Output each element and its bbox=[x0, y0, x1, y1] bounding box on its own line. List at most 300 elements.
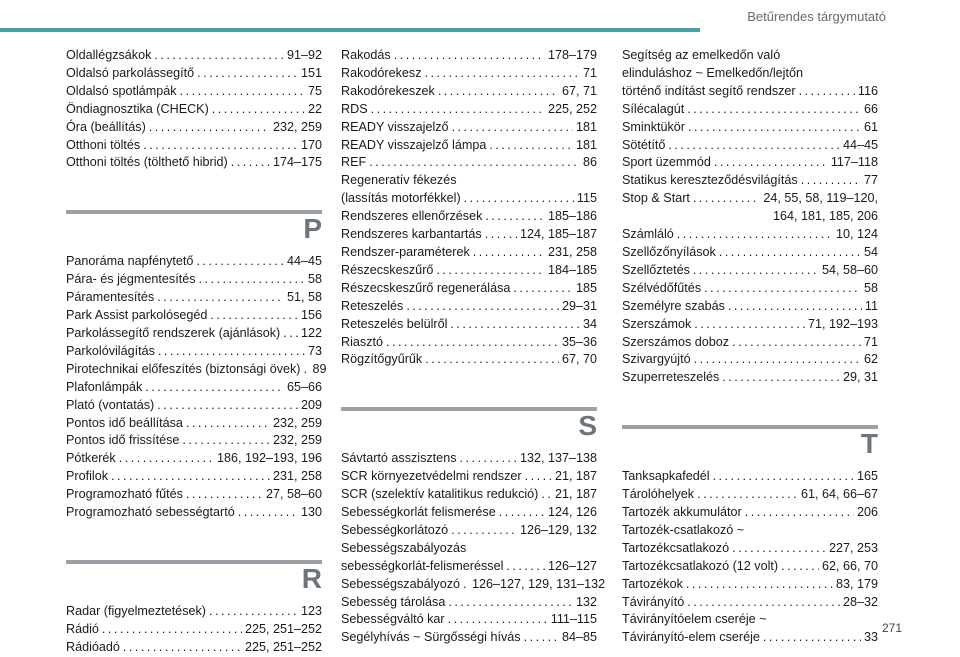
index-entry-term: Statikus kereszteződésvilágítás bbox=[622, 173, 798, 188]
section-divider bbox=[66, 560, 322, 564]
leader-dots bbox=[485, 208, 545, 226]
index-entry-pages: 58 bbox=[863, 280, 878, 295]
index-entry-term: Oldalsó spotlámpák bbox=[66, 83, 177, 98]
index-entry-term-line: elinduláshoz ~ Emelkedőn/lejtőn bbox=[622, 65, 803, 80]
index-entry-line bbox=[622, 558, 878, 576]
index-entry-line bbox=[66, 486, 322, 504]
index-entry-term: Tartozékok bbox=[622, 576, 683, 591]
index-entry-line bbox=[341, 244, 597, 262]
index-entry-term: Szerszámos doboz bbox=[622, 334, 730, 349]
index-entry-line bbox=[622, 629, 878, 647]
index-entry-pages: 181 bbox=[575, 137, 597, 152]
leader-dots bbox=[704, 280, 861, 298]
index-entry bbox=[622, 280, 878, 298]
index-entry-term: Tartozékcsatlakozó bbox=[622, 540, 730, 555]
index-entry-pages: 10, 124 bbox=[835, 227, 878, 242]
index-entry-pages: 71, 192–193 bbox=[807, 316, 878, 331]
leader-dots bbox=[199, 271, 305, 289]
index-entry bbox=[66, 307, 322, 325]
index-entry-line bbox=[66, 343, 322, 361]
leader-dots bbox=[186, 486, 263, 504]
leader-dots bbox=[231, 154, 270, 172]
index-entry bbox=[341, 244, 597, 262]
index-entry-term: Riasztó bbox=[341, 334, 383, 349]
index-entry-term: Tanksapkafedél bbox=[622, 469, 710, 484]
index-entry-term: SCR (szelektív katalitikus redukció) bbox=[341, 487, 539, 502]
index-entry-pages: 206 bbox=[856, 505, 878, 520]
index-entry-line bbox=[341, 280, 597, 298]
index-entry bbox=[622, 154, 878, 172]
index-entry bbox=[622, 316, 878, 334]
index-entry bbox=[341, 450, 597, 468]
index-entry bbox=[341, 594, 597, 612]
index-entry bbox=[341, 486, 597, 504]
leader-dots bbox=[425, 65, 580, 83]
leader-dots bbox=[728, 298, 862, 316]
index-entry-term: Reteszelés belülről bbox=[341, 316, 448, 331]
leader-dots bbox=[212, 101, 305, 119]
index-entry-pages: 65–66 bbox=[286, 379, 322, 394]
index-entry-pages: 34 bbox=[582, 316, 597, 331]
leader-dots bbox=[513, 280, 573, 298]
section-divider bbox=[341, 407, 597, 411]
index-entry-line bbox=[66, 603, 322, 621]
index-entry bbox=[66, 379, 322, 397]
leader-dots bbox=[781, 558, 819, 576]
index-entry-pages: 225, 251–252 bbox=[244, 639, 322, 654]
index-entry bbox=[622, 558, 878, 576]
index-entry-pages: 35–36 bbox=[561, 334, 597, 349]
index-entry bbox=[622, 172, 878, 190]
index-entry bbox=[341, 522, 597, 540]
index-entry-line bbox=[341, 504, 597, 522]
index-entry bbox=[66, 486, 322, 504]
index-entry-line bbox=[66, 47, 322, 65]
index-entry-line bbox=[66, 325, 322, 343]
index-entry-line bbox=[622, 334, 878, 352]
index-entry-line bbox=[341, 316, 597, 334]
index-entry bbox=[341, 65, 597, 83]
section-divider bbox=[66, 210, 322, 214]
index-entry-term: Reteszelés bbox=[341, 298, 404, 313]
index-entry-term: Rádióadó bbox=[66, 639, 120, 654]
index-entry-line bbox=[341, 154, 597, 172]
leader-dots bbox=[722, 369, 840, 387]
index-entry bbox=[341, 137, 597, 155]
leader-dots bbox=[102, 621, 242, 639]
index-entry-term: Pontos idő frissítése bbox=[66, 433, 180, 448]
index-entry-pages: 232, 259 bbox=[272, 119, 322, 134]
index-entry-pages: 116 bbox=[857, 83, 878, 98]
index-entry-term: Részecskeszűrő bbox=[341, 262, 434, 277]
index-entry bbox=[622, 522, 878, 558]
index-entry-term: sebességkorlát-felismeréssel bbox=[341, 558, 504, 573]
index-entry-pages: 29, 31 bbox=[842, 370, 878, 385]
index-entry-line bbox=[622, 298, 878, 316]
leader-dots bbox=[283, 325, 298, 343]
index-entry bbox=[66, 450, 322, 468]
index-entry-term: Parkolóvilágítás bbox=[66, 343, 155, 358]
index-entry-pages: 61, 64, 66–67 bbox=[800, 487, 878, 502]
index-entry bbox=[66, 271, 322, 289]
index-entry-term: Programozható fűtés bbox=[66, 487, 183, 502]
index-entry bbox=[66, 361, 327, 379]
index-entry-pages: 29–31 bbox=[561, 298, 597, 313]
index-entry bbox=[341, 83, 597, 101]
index-entry-line bbox=[622, 316, 878, 334]
leader-dots bbox=[182, 432, 270, 450]
index-entry-term: Sebességkorlátozó bbox=[341, 522, 449, 537]
leader-dots bbox=[801, 172, 861, 190]
index-entry-line bbox=[66, 101, 322, 119]
index-entry-pages: 232, 259 bbox=[272, 433, 322, 448]
index-entry-line bbox=[622, 101, 878, 119]
index-entry-term: Sminktükör bbox=[622, 119, 685, 134]
leader-dots bbox=[714, 154, 828, 172]
index-entry bbox=[341, 172, 597, 208]
index-entry-pages: 115 bbox=[576, 191, 597, 206]
index-entry-pages: 62 bbox=[863, 352, 878, 367]
index-entry bbox=[66, 603, 322, 621]
section-letter: P bbox=[297, 214, 322, 244]
leader-dots bbox=[694, 316, 805, 334]
index-entry bbox=[622, 351, 878, 369]
index-entry-line bbox=[66, 361, 327, 379]
index-entry bbox=[622, 594, 878, 612]
leader-dots bbox=[799, 83, 855, 101]
index-entry-line bbox=[341, 351, 597, 369]
index-entry-pages: 51, 58 bbox=[286, 290, 322, 305]
index-entry-line bbox=[341, 611, 597, 629]
index-entry-term: Segélyhívás ~ Sürgősségi hívás bbox=[341, 630, 521, 645]
index-entry-term: Tartozék akkumulátor bbox=[622, 505, 742, 520]
index-entry-line bbox=[622, 280, 878, 298]
leader-dots bbox=[668, 137, 840, 155]
index-entry bbox=[622, 504, 878, 522]
index-entry-pages: 231, 258 bbox=[272, 469, 322, 484]
index-entry-pages: 174–175 bbox=[272, 155, 322, 170]
index-entry bbox=[66, 504, 322, 522]
index-entry-term: Sebességszabályozó bbox=[341, 576, 461, 591]
index-entry-pages: 83, 179 bbox=[835, 576, 878, 591]
index-entry-pages: 126–127 bbox=[547, 558, 597, 573]
leader-dots bbox=[145, 379, 284, 397]
index-entry-pages: 77 bbox=[863, 173, 878, 188]
index-entry-term: Rakodórekeszek bbox=[341, 83, 435, 98]
index-entry-term-line: Regeneratív fékezés bbox=[341, 173, 457, 188]
index-entry-term: Részecskeszűrő regenerálása bbox=[341, 280, 511, 295]
index-entry-pages: 126–127, 129, 131–132 bbox=[472, 576, 606, 591]
index-entry-line bbox=[66, 154, 322, 172]
index-entry-pages: 75 bbox=[307, 83, 322, 98]
index-entry-line bbox=[622, 154, 878, 172]
index-entry-term: Programozható sebességtartó bbox=[66, 505, 235, 520]
index-entry-pages: 67, 71 bbox=[561, 83, 597, 98]
leader-dots bbox=[687, 101, 861, 119]
leader-dots bbox=[157, 289, 284, 307]
leader-dots bbox=[687, 594, 840, 612]
leader-dots bbox=[463, 576, 469, 594]
section-divider bbox=[622, 425, 878, 429]
leader-dots bbox=[732, 540, 826, 558]
index-entry bbox=[622, 611, 878, 647]
index-entry-term: Rendszer-paraméterek bbox=[341, 244, 470, 259]
index-entry-line bbox=[66, 397, 322, 415]
leader-dots bbox=[210, 307, 298, 325]
index-entry-line bbox=[66, 415, 322, 433]
index-entry-term: Pontos idő beállítása bbox=[66, 415, 183, 430]
index-entry bbox=[66, 119, 322, 137]
index-entry-pages: 44–45 bbox=[286, 254, 322, 269]
index-entry-line bbox=[341, 450, 597, 468]
index-entry-term: (lassítás motorfékkel) bbox=[341, 191, 461, 206]
index-entry-term: Óra (beállítás) bbox=[66, 119, 146, 134]
index-entry-line bbox=[622, 351, 878, 369]
index-entry-term: Stop & Start bbox=[622, 191, 690, 206]
leader-dots bbox=[143, 137, 298, 155]
leader-dots bbox=[448, 611, 548, 629]
leader-dots bbox=[119, 450, 214, 468]
leader-dots bbox=[499, 504, 545, 522]
leader-dots bbox=[697, 486, 798, 504]
section-header bbox=[66, 544, 322, 594]
index-entry-term: történő indítást segítő rendszer bbox=[622, 83, 796, 98]
index-entry-term: Rendszeres ellenőrzések bbox=[341, 209, 483, 224]
index-entry-line bbox=[341, 468, 597, 486]
leader-dots bbox=[524, 629, 559, 647]
index-entry-term: Parkolássegítő rendszerek (ajánlások) bbox=[66, 325, 281, 340]
index-entry-line bbox=[341, 486, 597, 504]
index-entry-line bbox=[341, 226, 597, 244]
index-entry-line bbox=[622, 83, 878, 101]
index-entry bbox=[341, 101, 597, 119]
index-entry-term: Rendszeres karbantartás bbox=[341, 227, 482, 242]
index-entry-pages: 62, 66, 70 bbox=[821, 558, 878, 573]
section-letter: S bbox=[572, 411, 597, 441]
index-entry-term: Tartozékcsatlakozó (12 volt) bbox=[622, 558, 779, 573]
leader-dots bbox=[489, 137, 573, 155]
leader-dots bbox=[180, 83, 305, 101]
index-entry-line bbox=[66, 119, 322, 137]
index-entry-pages: 28–32 bbox=[842, 594, 878, 609]
index-entry bbox=[341, 119, 597, 137]
index-entry-line bbox=[66, 468, 322, 486]
index-entry-pages-continued: 164, 181, 185, 206 bbox=[772, 209, 878, 224]
index-column-1 bbox=[66, 47, 327, 657]
index-entry-line bbox=[341, 558, 597, 576]
index-entry-line bbox=[341, 334, 597, 352]
index-entry bbox=[341, 316, 597, 334]
index-entry-line bbox=[66, 83, 322, 101]
index-entry-term-line: Sebességszabályozás bbox=[341, 540, 467, 555]
index-entry bbox=[341, 154, 597, 172]
index-entry-term: Plató (vontatás) bbox=[66, 397, 155, 412]
index-entry-pages: 61 bbox=[863, 119, 878, 134]
index-entry bbox=[622, 119, 878, 137]
leader-dots bbox=[304, 361, 310, 379]
index-entry-term: Személyre szabás bbox=[622, 298, 725, 313]
index-entry bbox=[341, 226, 597, 244]
index-entry-line bbox=[341, 47, 597, 65]
leader-dots bbox=[677, 226, 833, 244]
index-entry-pages: 44–45 bbox=[842, 137, 878, 152]
index-entry-line bbox=[66, 307, 322, 325]
index-entry-line bbox=[622, 486, 878, 504]
index-entry-line bbox=[66, 65, 322, 83]
index-entry-term: READY visszajelző lámpa bbox=[341, 137, 487, 152]
index-entry-line bbox=[622, 226, 878, 244]
index-entry-line bbox=[622, 137, 878, 155]
leader-dots bbox=[154, 47, 284, 65]
index-entry bbox=[341, 468, 597, 486]
index-entry-line bbox=[622, 468, 878, 486]
index-entry-line bbox=[66, 432, 322, 450]
leader-dots bbox=[425, 351, 559, 369]
index-entry bbox=[66, 397, 322, 415]
index-entry bbox=[66, 468, 322, 486]
index-entry-pages: 58 bbox=[307, 272, 322, 287]
index-entry-term: Számláló bbox=[622, 227, 674, 242]
index-entry-line bbox=[622, 190, 878, 208]
index-entry-pages: 151 bbox=[300, 65, 322, 80]
leader-dots bbox=[745, 504, 854, 522]
index-entry-line bbox=[66, 271, 322, 289]
index-entry-term: READY visszajelző bbox=[341, 119, 449, 134]
index-entry-term: Panoráma napfénytető bbox=[66, 254, 194, 269]
leader-dots bbox=[157, 397, 298, 415]
index-entry-term: Szerszámok bbox=[622, 316, 692, 331]
index-entry-line bbox=[341, 208, 597, 226]
leader-dots bbox=[371, 101, 545, 119]
index-entry bbox=[341, 47, 597, 65]
leader-dots bbox=[386, 334, 559, 352]
index-entry-term: Otthoni töltés bbox=[66, 137, 141, 152]
index-entry bbox=[622, 468, 878, 486]
index-entry-term: Pára- és jégmentesítés bbox=[66, 272, 196, 287]
index-entry-line bbox=[66, 621, 322, 639]
index-entry-pages: 54 bbox=[863, 244, 878, 259]
leader-dots bbox=[688, 119, 861, 137]
index-entry-line bbox=[66, 253, 322, 271]
index-entry-term: Rakodórekesz bbox=[341, 65, 422, 80]
index-entry bbox=[341, 351, 597, 369]
leader-dots bbox=[693, 190, 760, 208]
index-entry-term: Sebességkorlát felismerése bbox=[341, 505, 496, 520]
index-entry bbox=[66, 101, 322, 119]
index-entry-term: Radar (figyelmeztetések) bbox=[66, 603, 206, 618]
leader-dots bbox=[464, 190, 574, 208]
index-entry-term: SCR környezetvédelmi rendszer bbox=[341, 469, 522, 484]
section-letter: T bbox=[855, 429, 878, 459]
leader-dots bbox=[541, 486, 552, 504]
index-entry-line bbox=[622, 540, 878, 558]
index-entry-term: REF bbox=[341, 155, 367, 170]
leader-dots bbox=[394, 47, 545, 65]
leader-dots bbox=[209, 603, 298, 621]
index-entry bbox=[66, 289, 322, 307]
index-entry-pages: 186, 192–193, 196 bbox=[216, 451, 322, 466]
leader-dots bbox=[197, 65, 298, 83]
index-entry-pages: 209 bbox=[300, 397, 322, 412]
index-entry-term-line: Tartozék-csatlakozó ~ bbox=[622, 522, 745, 537]
leader-dots bbox=[406, 298, 559, 316]
index-entry-term: Rakodás bbox=[341, 48, 391, 62]
leader-dots bbox=[506, 558, 545, 576]
index-entry-term: Park Assist parkolósegéd bbox=[66, 308, 208, 323]
index-entry-pages: 225, 251–252 bbox=[244, 621, 322, 636]
leader-dots bbox=[460, 450, 517, 468]
section-header bbox=[622, 409, 878, 459]
index-entry bbox=[622, 226, 878, 244]
index-entry-line bbox=[622, 504, 878, 522]
index-entry-pages: 73 bbox=[307, 343, 322, 358]
section-header bbox=[66, 194, 322, 244]
leader-dots bbox=[369, 154, 580, 172]
index-entry bbox=[622, 369, 878, 387]
index-entry-pages: 181 bbox=[575, 119, 597, 134]
index-entry-line bbox=[622, 119, 878, 137]
index-entry bbox=[622, 47, 878, 101]
page-number: 271 bbox=[881, 621, 902, 635]
index-entry-term: Sebességváltó kar bbox=[341, 612, 445, 627]
index-entry-line bbox=[622, 244, 878, 262]
index-entry-line bbox=[341, 576, 606, 594]
index-entry bbox=[66, 137, 322, 155]
leader-dots bbox=[525, 468, 552, 486]
index-entry-term: Távirányító-elem cseréje bbox=[622, 630, 760, 645]
index-entry-term-line: Segítség az emelkedőn való bbox=[622, 48, 781, 62]
index-entry-pages: 22 bbox=[307, 101, 322, 116]
index-entry-pages: 11 bbox=[864, 298, 878, 313]
index-entry-line bbox=[622, 369, 878, 387]
index-entry bbox=[622, 576, 878, 594]
index-entry bbox=[341, 334, 597, 352]
index-entry-pages: 231, 258 bbox=[547, 244, 597, 259]
index-entry-term: Szivargyújtó bbox=[622, 352, 691, 367]
index-entry-pages: 122 bbox=[300, 325, 322, 340]
index-entry bbox=[66, 343, 322, 361]
index-entry-term: Sötétítő bbox=[622, 137, 666, 152]
leader-dots bbox=[732, 334, 861, 352]
index-entry-line bbox=[622, 576, 878, 594]
index-entry-pages: 84–85 bbox=[561, 630, 597, 645]
index-entry-line bbox=[66, 289, 322, 307]
leader-dots bbox=[123, 639, 242, 657]
index-entry-line bbox=[341, 629, 597, 647]
index-entry-line bbox=[341, 522, 597, 540]
index-entry-line bbox=[622, 262, 878, 280]
index-entry-pages: 27, 58–60 bbox=[265, 487, 322, 502]
index-entry-term-line: Távirányítóelem cseréje ~ bbox=[622, 612, 767, 627]
index-entry bbox=[341, 540, 597, 576]
index-entry bbox=[341, 262, 597, 280]
index-entry-term: Otthoni töltés (tölthető hibrid) bbox=[66, 155, 228, 170]
index-entry bbox=[622, 334, 878, 352]
index-entry-line bbox=[341, 83, 597, 101]
index-entry-pages: 71 bbox=[863, 334, 878, 349]
index-entry-pages: 89 bbox=[312, 361, 327, 376]
index-entry-pages: 165 bbox=[856, 469, 878, 484]
leader-dots bbox=[451, 522, 517, 540]
leader-dots bbox=[694, 351, 861, 369]
index-column-3 bbox=[622, 47, 878, 647]
leader-dots bbox=[448, 594, 573, 612]
index-entry-pages: 227, 253 bbox=[828, 540, 878, 555]
index-entry-pages: 117–118 bbox=[830, 155, 878, 170]
index-entry-term: Pirotechnikai előfeszítés (biztonsági övek) bbox=[66, 361, 301, 376]
leader-dots bbox=[149, 119, 270, 137]
leader-dots bbox=[719, 244, 861, 262]
